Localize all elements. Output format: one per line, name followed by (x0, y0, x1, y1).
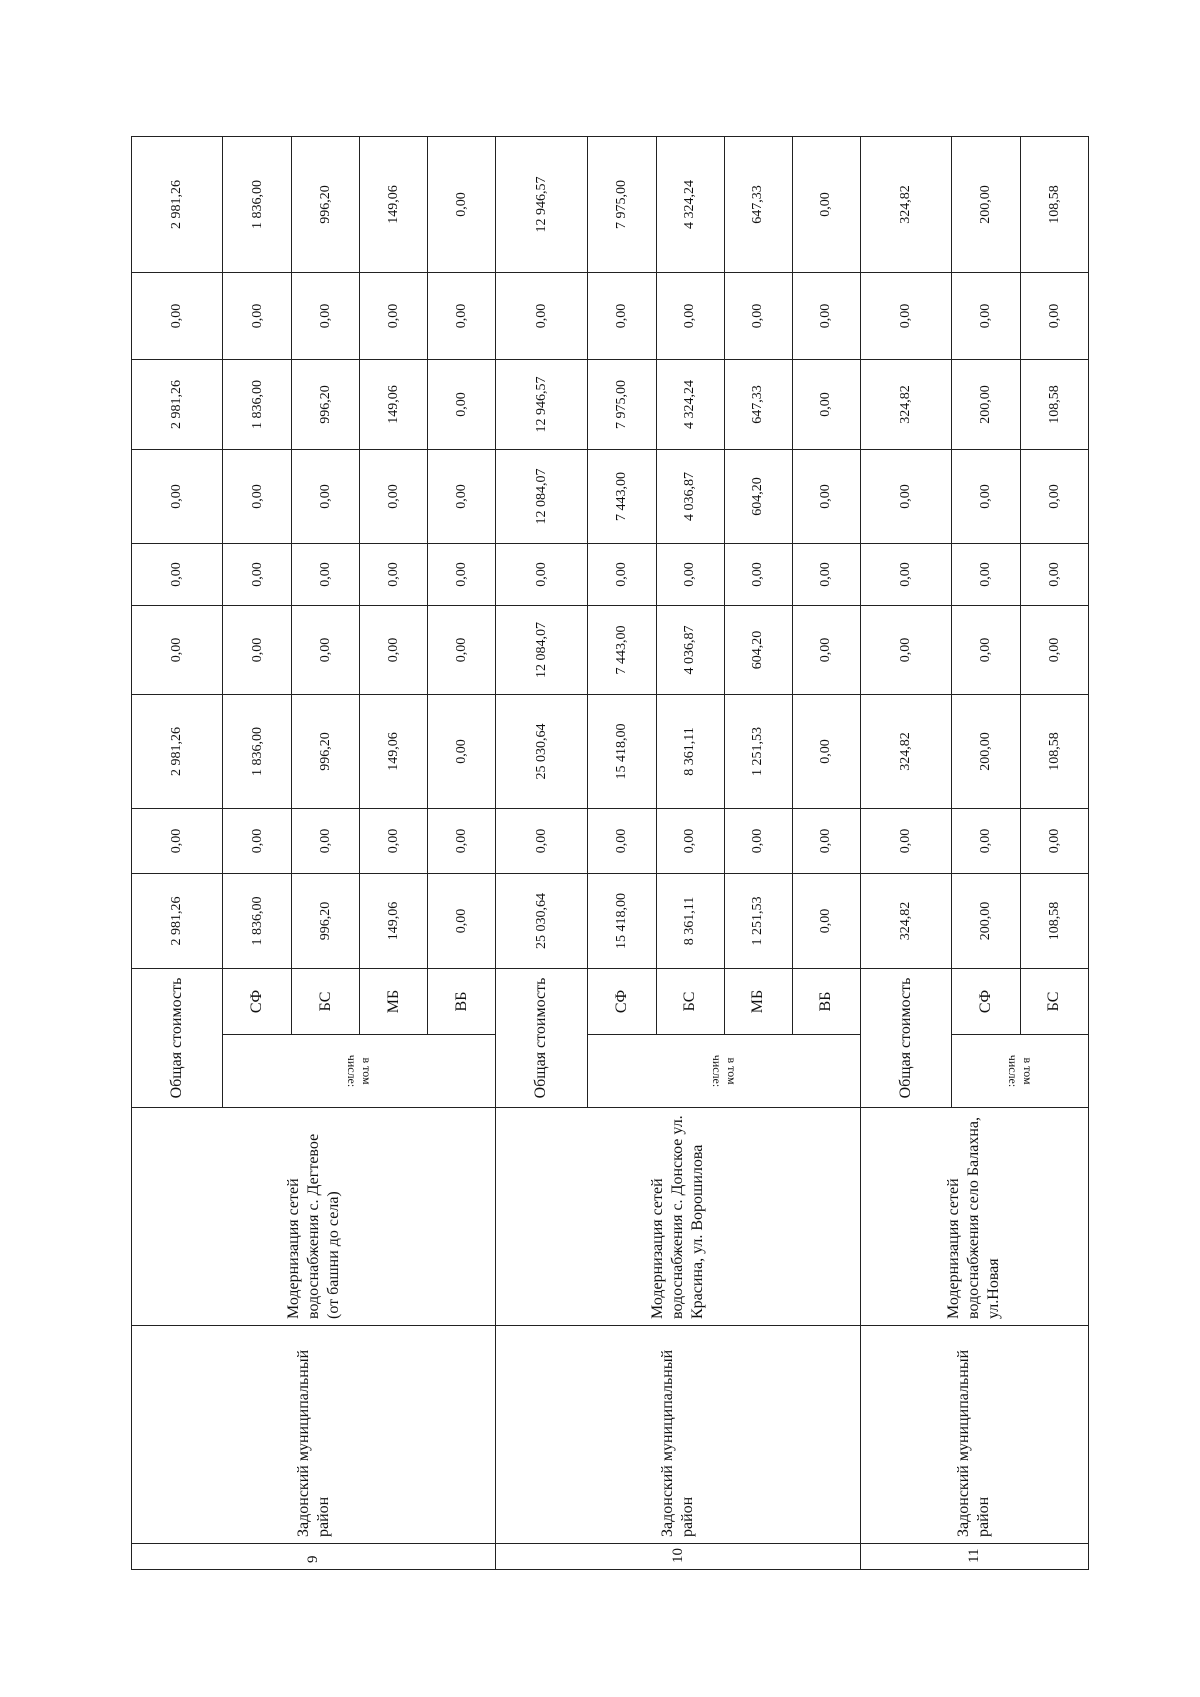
value-cell: 0,00 (792, 874, 860, 969)
value-cell: 0,00 (496, 544, 587, 606)
value-cell: 0,00 (860, 606, 951, 695)
value-cell: 0,00 (587, 809, 656, 874)
value-cell: 8 361,11 (656, 695, 724, 809)
value-cell: 0,00 (792, 360, 860, 450)
value-cell: 0,00 (792, 137, 860, 273)
funding-source-code: СФ (223, 969, 292, 1035)
value-cell: 0,00 (428, 809, 496, 874)
value-cell: 25 030,64 (496, 695, 587, 809)
value-cell: 1 836,00 (223, 360, 292, 450)
value-cell: 2 981,26 (132, 137, 223, 273)
value-cell: 647,33 (724, 360, 792, 450)
object-name: Модернизация сетей водоснабжения с. Дегтевое (от башни до села) (132, 1108, 496, 1326)
value-cell: 0,00 (132, 606, 223, 695)
value-cell: 996,20 (292, 874, 360, 969)
value-cell: 0,00 (132, 809, 223, 874)
value-cell: 4 036,87 (656, 450, 724, 544)
value-cell: 0,00 (496, 809, 587, 874)
value-cell: 200,00 (951, 137, 1020, 273)
funding-source-code: БС (1020, 969, 1088, 1035)
value-cell: 0,00 (496, 273, 587, 360)
value-cell: 0,00 (428, 137, 496, 273)
table-row (132, 137, 223, 1570)
value-cell: 0,00 (951, 273, 1020, 360)
value-cell: 0,00 (132, 273, 223, 360)
value-cell: 7 975,00 (587, 360, 656, 450)
value-cell: 0,00 (132, 450, 223, 544)
region-name: Задонский муниципальный район (132, 1326, 496, 1544)
value-cell: 1 836,00 (223, 874, 292, 969)
value-cell: 0,00 (132, 544, 223, 606)
value-cell: 996,20 (292, 695, 360, 809)
including-label (951, 1035, 1088, 1108)
value-cell: 0,00 (860, 809, 951, 874)
value-cell: 0,00 (1020, 606, 1088, 695)
value-cell: 0,00 (860, 273, 951, 360)
value-cell: 0,00 (360, 273, 428, 360)
value-cell: 0,00 (792, 450, 860, 544)
region-name: Задонский муниципальный район (860, 1326, 1088, 1544)
value-cell: 0,00 (724, 544, 792, 606)
value-cell: 15 418,00 (587, 695, 656, 809)
value-cell: 108,58 (1020, 360, 1088, 450)
value-cell: 0,00 (951, 606, 1020, 695)
value-cell: 0,00 (587, 273, 656, 360)
value-cell: 1 836,00 (223, 695, 292, 809)
value-cell: 0,00 (292, 544, 360, 606)
value-cell: 2 981,26 (132, 360, 223, 450)
value-cell: 996,20 (292, 137, 360, 273)
value-cell: 200,00 (951, 695, 1020, 809)
value-cell: 15 418,00 (587, 874, 656, 969)
funding-source-code: ВБ (792, 969, 860, 1035)
including-label-text: в том числе: (709, 1054, 739, 1088)
value-cell: 0,00 (656, 544, 724, 606)
value-cell: 0,00 (1020, 273, 1088, 360)
including-label-text: в том числе: (1005, 1054, 1035, 1088)
value-cell: 7 443,00 (587, 606, 656, 695)
total-cost-label: Общая стоимость (496, 969, 587, 1108)
value-cell: 108,58 (1020, 874, 1088, 969)
value-cell: 0,00 (951, 544, 1020, 606)
value-cell: 149,06 (360, 695, 428, 809)
value-cell: 0,00 (223, 450, 292, 544)
value-cell: 324,82 (860, 137, 951, 273)
value-cell: 12 084,07 (496, 450, 587, 544)
value-cell: 149,06 (360, 137, 428, 273)
value-cell: 996,20 (292, 360, 360, 450)
cost-table (131, 136, 1089, 1570)
value-cell: 12 084,07 (496, 606, 587, 695)
funding-source-code: ВБ (428, 969, 496, 1035)
value-cell: 200,00 (951, 874, 1020, 969)
including-label (587, 1035, 860, 1108)
rotated-table-wrapper (131, 137, 1089, 1570)
value-cell: 0,00 (428, 874, 496, 969)
funding-source-code: БС (656, 969, 724, 1035)
value-cell: 0,00 (360, 606, 428, 695)
row-number: 11 (860, 1544, 1088, 1570)
value-cell: 0,00 (951, 809, 1020, 874)
row-number: 9 (132, 1544, 496, 1570)
table-row (860, 137, 951, 1570)
value-cell: 0,00 (428, 273, 496, 360)
object-name: Модернизация сетей водоснабжения с. Донское ул. Красина, ул. Ворошилова (496, 1108, 860, 1326)
value-cell: 0,00 (951, 450, 1020, 544)
funding-source-code: СФ (587, 969, 656, 1035)
value-cell: 149,06 (360, 874, 428, 969)
value-cell: 4 036,87 (656, 606, 724, 695)
value-cell: 25 030,64 (496, 874, 587, 969)
value-cell: 108,58 (1020, 137, 1088, 273)
value-cell: 0,00 (1020, 450, 1088, 544)
value-cell: 200,00 (951, 360, 1020, 450)
value-cell: 0,00 (792, 273, 860, 360)
value-cell: 0,00 (428, 544, 496, 606)
funding-source-code: МБ (724, 969, 792, 1035)
funding-source-code: БС (292, 969, 360, 1035)
value-cell: 0,00 (724, 809, 792, 874)
value-cell: 0,00 (360, 809, 428, 874)
value-cell: 604,20 (724, 606, 792, 695)
value-cell: 0,00 (360, 544, 428, 606)
value-cell: 0,00 (223, 809, 292, 874)
value-cell: 8 361,11 (656, 874, 724, 969)
including-label-text: в том числе: (345, 1054, 375, 1088)
value-cell: 0,00 (428, 360, 496, 450)
value-cell: 12 946,57 (496, 137, 587, 273)
value-cell: 0,00 (792, 606, 860, 695)
funding-source-code: СФ (951, 969, 1020, 1035)
value-cell: 0,00 (292, 809, 360, 874)
value-cell: 647,33 (724, 137, 792, 273)
value-cell: 2 981,26 (132, 874, 223, 969)
value-cell: 1 251,53 (724, 874, 792, 969)
value-cell: 0,00 (428, 450, 496, 544)
total-cost-label: Общая стоимость (860, 969, 951, 1108)
total-cost-label: Общая стоимость (132, 969, 223, 1108)
value-cell: 0,00 (860, 544, 951, 606)
value-cell: 149,06 (360, 360, 428, 450)
value-cell: 324,82 (860, 360, 951, 450)
value-cell: 604,20 (724, 450, 792, 544)
value-cell: 324,82 (860, 695, 951, 809)
value-cell: 7 443,00 (587, 450, 656, 544)
value-cell: 4 324,24 (656, 137, 724, 273)
value-cell: 1 836,00 (223, 137, 292, 273)
row-number: 10 (496, 1544, 860, 1570)
value-cell: 4 324,24 (656, 360, 724, 450)
value-cell: 12 946,57 (496, 360, 587, 450)
including-label (223, 1035, 496, 1108)
value-cell: 0,00 (292, 273, 360, 360)
object-name: Модернизация сетей водоснабжения село Балахна, ул.Новая (860, 1108, 1088, 1326)
value-cell: 0,00 (792, 695, 860, 809)
value-cell: 0,00 (428, 695, 496, 809)
region-name: Задонский муниципальный район (496, 1326, 860, 1544)
value-cell: 7 975,00 (587, 137, 656, 273)
value-cell: 0,00 (860, 450, 951, 544)
value-cell: 0,00 (587, 544, 656, 606)
table-row (496, 137, 587, 1570)
value-cell: 0,00 (1020, 544, 1088, 606)
value-cell: 0,00 (656, 273, 724, 360)
value-cell: 108,58 (1020, 695, 1088, 809)
value-cell: 0,00 (223, 544, 292, 606)
funding-source-code: МБ (360, 969, 428, 1035)
value-cell: 1 251,53 (724, 695, 792, 809)
value-cell: 0,00 (792, 544, 860, 606)
value-cell: 0,00 (428, 606, 496, 695)
value-cell: 0,00 (792, 809, 860, 874)
value-cell: 2 981,26 (132, 695, 223, 809)
value-cell: 0,00 (223, 606, 292, 695)
value-cell: 0,00 (1020, 809, 1088, 874)
value-cell: 0,00 (292, 606, 360, 695)
value-cell: 0,00 (292, 450, 360, 544)
value-cell: 0,00 (360, 450, 428, 544)
value-cell: 0,00 (656, 809, 724, 874)
value-cell: 0,00 (724, 273, 792, 360)
value-cell: 324,82 (860, 874, 951, 969)
value-cell: 0,00 (223, 273, 292, 360)
